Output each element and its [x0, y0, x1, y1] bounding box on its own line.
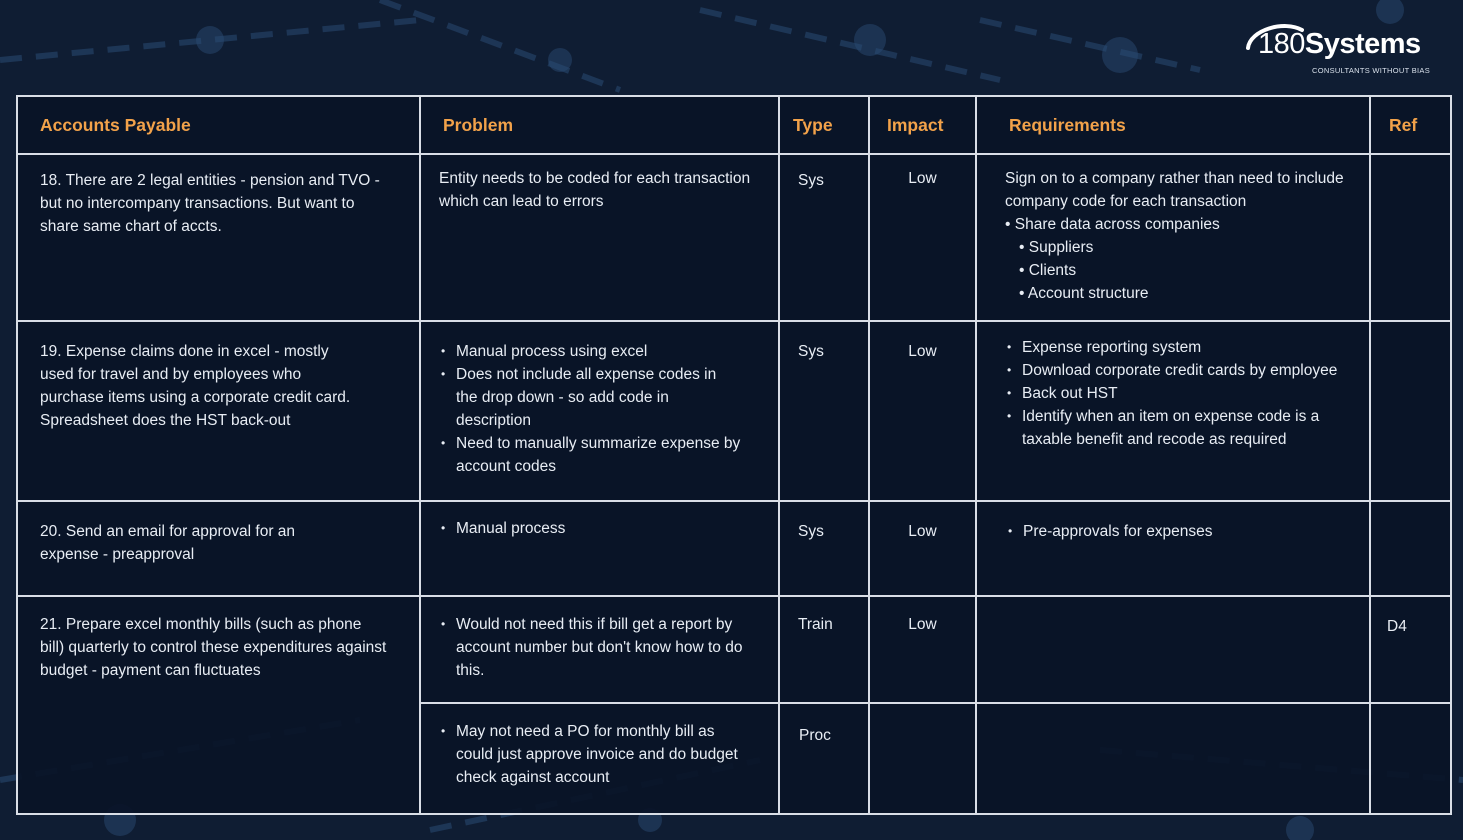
issue-text: 20. Send an email for approval for an expense - preapproval: [40, 523, 296, 563]
requirements-bullet: • Back out HST: [1022, 382, 1343, 405]
requirements-text: [977, 597, 1369, 610]
problem-bullet: • Manual process: [456, 517, 756, 540]
problem-bullet: • Manual process using excel: [456, 340, 742, 363]
type-cell: [779, 703, 869, 814]
requirements-bullet: • Pre-approvals for expenses: [1023, 520, 1347, 543]
impact-value: Low: [908, 170, 937, 187]
accounts-payable-table: [16, 95, 1452, 815]
table-row: [17, 321, 1451, 501]
table-row: [17, 501, 1451, 596]
ref-value: [1371, 704, 1450, 717]
issue-cell: [17, 596, 420, 814]
problem-cell: [420, 154, 779, 321]
impact-cell: [869, 154, 976, 321]
header-requirements: Requirements: [976, 96, 1370, 154]
issue-cell: [17, 501, 420, 596]
type-cell: [779, 596, 869, 703]
problem-bullet: • May not need a PO for monthly bill as could just approve invoice and do budget check against account: [456, 720, 754, 789]
requirements-cell: [976, 596, 1370, 703]
header-impact: Impact: [869, 96, 976, 154]
ref-cell: [1370, 321, 1451, 501]
impact-cell: [869, 501, 976, 596]
requirements-sub-item: • Account structure: [1019, 285, 1149, 302]
issue-text: 21. Prepare excel monthly bills (such as phone bill) quarterly to control these expenditures against budget - payment can fluctuates: [40, 616, 387, 679]
type-value: Proc: [799, 727, 831, 744]
table-header-row: [17, 96, 1451, 154]
brand-tagline: CONSULTANTS WITHOUT BIAS: [1312, 66, 1431, 75]
ref-value: [1371, 155, 1450, 166]
ref-value: D4: [1387, 618, 1407, 635]
impact-value: Low: [908, 343, 937, 360]
ref-cell: [1370, 596, 1451, 703]
brand-name: 180Systems: [1258, 28, 1421, 60]
problem-cell: [420, 596, 779, 703]
type-cell: [779, 501, 869, 596]
problem-cell: [420, 703, 779, 814]
requirements-cell: [976, 501, 1370, 596]
ref-cell: [1370, 154, 1451, 321]
header-problem: Problem: [420, 96, 779, 154]
problem-cell: [420, 501, 779, 596]
type-value: Sys: [798, 172, 824, 189]
impact-cell: [869, 321, 976, 501]
ref-value: [1371, 322, 1450, 335]
requirements-bullet: • Identify when an item on expense code is a taxable benefit and recode as required: [1022, 405, 1343, 451]
header-ref: Ref: [1370, 96, 1451, 154]
requirements-cell: [976, 321, 1370, 501]
problem-bullet: • Does not include all expense codes in the drop down - so add code in description: [456, 363, 742, 432]
requirements-text: [977, 704, 1369, 717]
problem-cell: [420, 321, 779, 501]
issue-cell: [17, 321, 420, 501]
issue-text: 19. Expense claims done in excel - mostly used for travel and by employees who purchase items using a corporate credit card. Spreadsheet does the HST back-out: [40, 343, 351, 429]
impact-cell: [869, 703, 976, 814]
problem-bullet: • Would not need this if bill get a report by account number but don't know how to do this.: [456, 613, 748, 682]
requirements-cell: [976, 154, 1370, 321]
type-value: Sys: [798, 343, 824, 360]
requirements-bullet: • Download corporate credit cards by employee: [1022, 359, 1343, 382]
ref-cell: [1370, 501, 1451, 596]
requirements-cell: [976, 703, 1370, 814]
issue-text: 18. There are 2 legal entities - pension and TVO - but no intercompany transactions. But want to share same chart of accts.: [40, 172, 380, 235]
table-row: [17, 154, 1451, 321]
type-value: Sys: [798, 523, 824, 540]
requirements-sub-item: • Clients: [1019, 262, 1077, 279]
impact-cell: [869, 596, 976, 703]
ref-value: [1371, 502, 1450, 515]
type-cell: [779, 154, 869, 321]
problem-bullet: • Need to manually summarize expense by account codes: [456, 432, 742, 478]
impact-value: Low: [908, 616, 937, 633]
table-row: [17, 596, 1451, 703]
requirements-intro: Sign on to a company rather than need to include company code for each transaction: [1005, 170, 1344, 210]
ref-cell: [1370, 703, 1451, 814]
header-type: Type: [779, 96, 869, 154]
impact-value: [870, 704, 975, 717]
impact-value: Low: [908, 523, 937, 540]
requirements-sub-item: • Suppliers: [1019, 239, 1094, 256]
type-value: Train: [798, 616, 833, 633]
type-cell: [779, 321, 869, 501]
issue-cell: [17, 154, 420, 321]
requirements-bullet: • Expense reporting system: [1022, 336, 1343, 359]
problem-text: Entity needs to be coded for each transaction which can lead to errors: [439, 170, 751, 210]
header-accounts-payable: Accounts Payable: [17, 96, 420, 154]
brand-logo: [1244, 22, 1444, 78]
requirements-bullet: • Share data across companies: [1005, 216, 1220, 233]
